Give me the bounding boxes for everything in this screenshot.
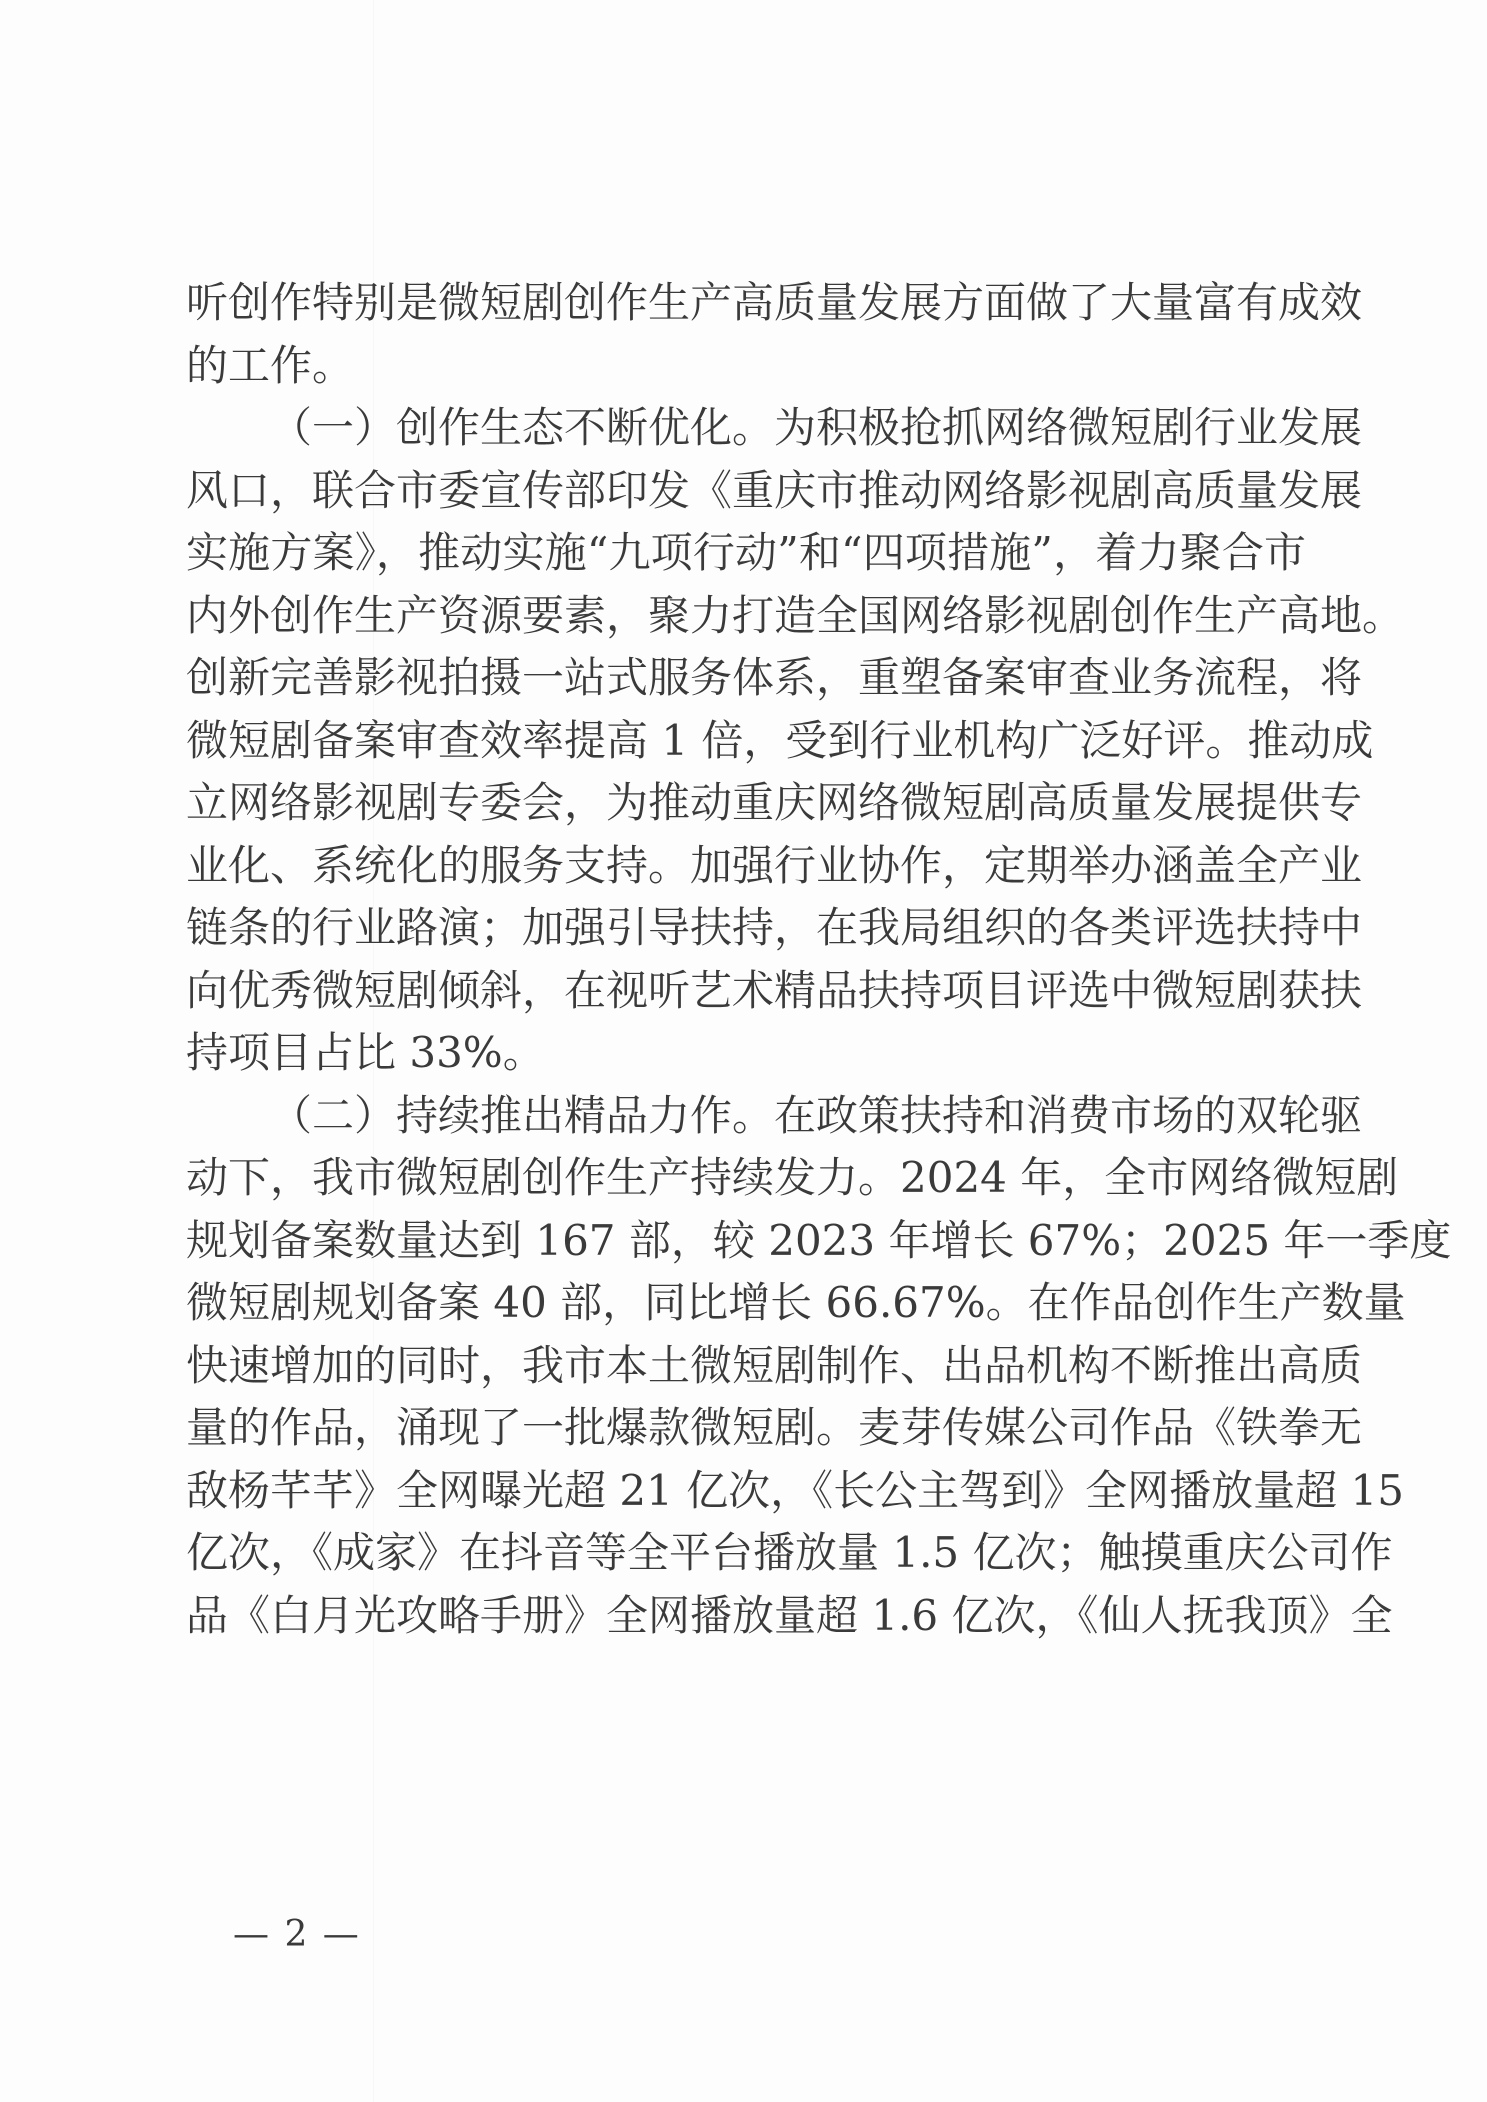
text-line: （一）创作生态不断优化。为积极抢抓网络微短剧行业发展 [270, 403, 1363, 452]
text-line: 敌杨芊芊》全网曝光超 21 亿次，《长公主驾到》全网播放量超 15 [186, 1465, 1404, 1515]
text-line: 微短剧规划备案 40 部，同比增长 66.67%。在作品创作生产数量 [186, 1278, 1406, 1327]
text-line: 的工作。 [186, 340, 355, 390]
text-line: 立网络影视剧专委会，为推动重庆网络微短剧高质量发展提供专 [186, 778, 1363, 827]
text-line: 实施方案》，推动实施“九项行动”和“四项措施”，着力聚合市 [186, 528, 1306, 577]
body-text [186, 272, 1452, 1647]
text-line: 风口，联合市委宣传部印发《重庆市推动网络影视剧高质量发展 [186, 465, 1363, 515]
text-line: 微短剧备案审查效率提高 1 倍，受到行业机构广泛好评。推动成 [186, 715, 1374, 765]
text-line: 向优秀微短剧倾斜，在视听艺术精品扶持项目评选中微短剧获扶 [186, 965, 1363, 1015]
text-line: 规划备案数量达到 167 部，较 2023 年增长 67%；2025 年一季度 [186, 1215, 1452, 1265]
text-line: 品《白月光攻略手册》全网播放量超 1.6 亿次，《仙人抚我顶》全 [186, 1590, 1393, 1640]
page-number: — 2 — [233, 1914, 361, 1955]
text-line: 量的作品，涌现了一批爆款微短剧。麦芽传媒公司作品《铁拳无 [186, 1403, 1363, 1452]
text-line: 亿次，《成家》在抖音等全平台播放量 1.5 亿次；触摸重庆公司作 [186, 1528, 1393, 1577]
text-line: 业化、系统化的服务支持。加强行业协作，定期举办涵盖全产业 [186, 840, 1363, 890]
text-line: 链条的行业路演；加强引导扶持，在我局组织的各类评选扶持中 [186, 903, 1363, 952]
text-line: 听创作特别是微短剧创作生产高质量发展方面做了大量富有成效 [186, 278, 1363, 327]
text-line: 创新完善影视拍摄一站式服务体系，重塑备案审查业务流程，将 [186, 653, 1363, 702]
text-line: 持项目占比 33%。 [186, 1028, 545, 1077]
text-line: 动下，我市微短剧创作生产持续发力。2024 年，全市网络微短剧 [186, 1153, 1399, 1202]
text-line: （二）持续推出精品力作。在政策扶持和消费市场的双轮驱 [270, 1090, 1363, 1140]
text-line: 内外创作生产资源要素，聚力打造全国网络影视剧创作生产高地。 [186, 590, 1405, 640]
text-line: 快速增加的同时，我市本土微短剧制作、出品机构不断推出高质 [186, 1340, 1363, 1390]
